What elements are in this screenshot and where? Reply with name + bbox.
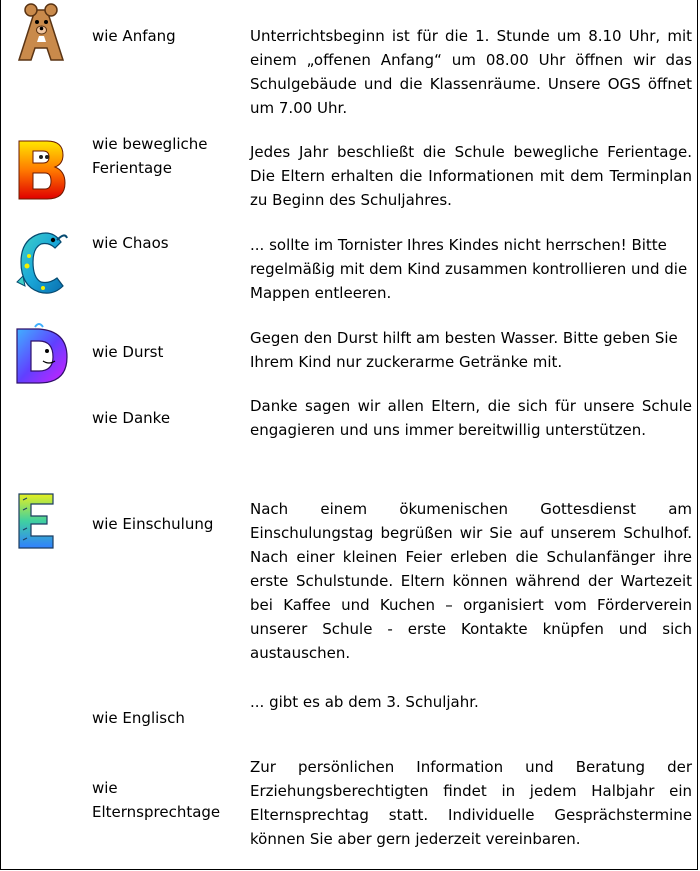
desc-danke: Danke sagen wir allen Eltern, die sich für unsere Schule engagieren und uns immer bereitwillig unterstützen. — [250, 397, 692, 439]
letter-b-icon — [13, 137, 69, 201]
desc-englisch: ... gibt es ab dem 3. Schuljahr. — [250, 693, 479, 711]
term-durst: wie Durst — [92, 343, 164, 361]
term-bewegliche-ferientage: wie bewegliche Ferientage — [92, 135, 208, 177]
desc-durst: Gegen den Durst hilft am besten Wasser. Bitte geben Sie Ihrem Kind nur zuckerarme Getränke mit. — [250, 329, 678, 371]
desc-elternsprechtage: Zur persönlichen Information und Beratung der Erziehungsberechtigten findet in jedem Halbjahr ein Elternsprechtag statt. Individuelle Gesprächstermine können Sie aber gern jederzeit vereinbaren. — [250, 758, 692, 848]
desc-bewegliche-ferientage: Jedes Jahr beschließt die Schule bewegliche Ferientage. Die Eltern erhalten die Informationen mit dem Terminplan zu Beginn des Schuljahres. — [250, 143, 692, 209]
letter-e-icon — [15, 490, 57, 550]
term-chaos: wie Chaos — [92, 234, 169, 252]
desc-chaos: ... sollte im Tornister Ihres Kindes nicht herrschen! Bitte regelmäßig mit dem Kind zusammen kontrollieren und die Mappen entleeren. — [250, 236, 688, 302]
desc-anfang: Unterrichtsbeginn ist für die 1. Stunde um 8.10 Uhr, mit einem „offenen Anfang“ um 08.00 Uhr öffnen wir das Schulgebäude und die Klassenräume. Unsere OGS öffnet um 7.00 Uhr. — [250, 27, 692, 117]
letter-d-icon — [13, 321, 69, 387]
letter-a-bear-icon — [13, 2, 69, 62]
term-danke: wie Danke — [92, 409, 171, 427]
letter-c-fish-icon — [13, 226, 69, 298]
term-elternsprechtage: wie Elternsprechtage — [92, 779, 221, 821]
term-englisch: wie Englisch — [92, 709, 185, 727]
term-anfang: wie Anfang — [92, 27, 176, 45]
term-einschulung: wie Einschulung — [92, 515, 214, 533]
desc-einschulung: Nach einem ökumenischen Gottesdienst am Einschulungstag begrüßen wir Sie auf unserem Schulhof. Nach einer kleinen Feier erleben die Schulanfänger ihre erste Schulstunde. Eltern können während der Wartezeit bei Kaffee und Kuchen – organisiert vom Förderverein unserer Schule - erste Kontakte knüpfen und sich austauschen. — [250, 500, 692, 662]
